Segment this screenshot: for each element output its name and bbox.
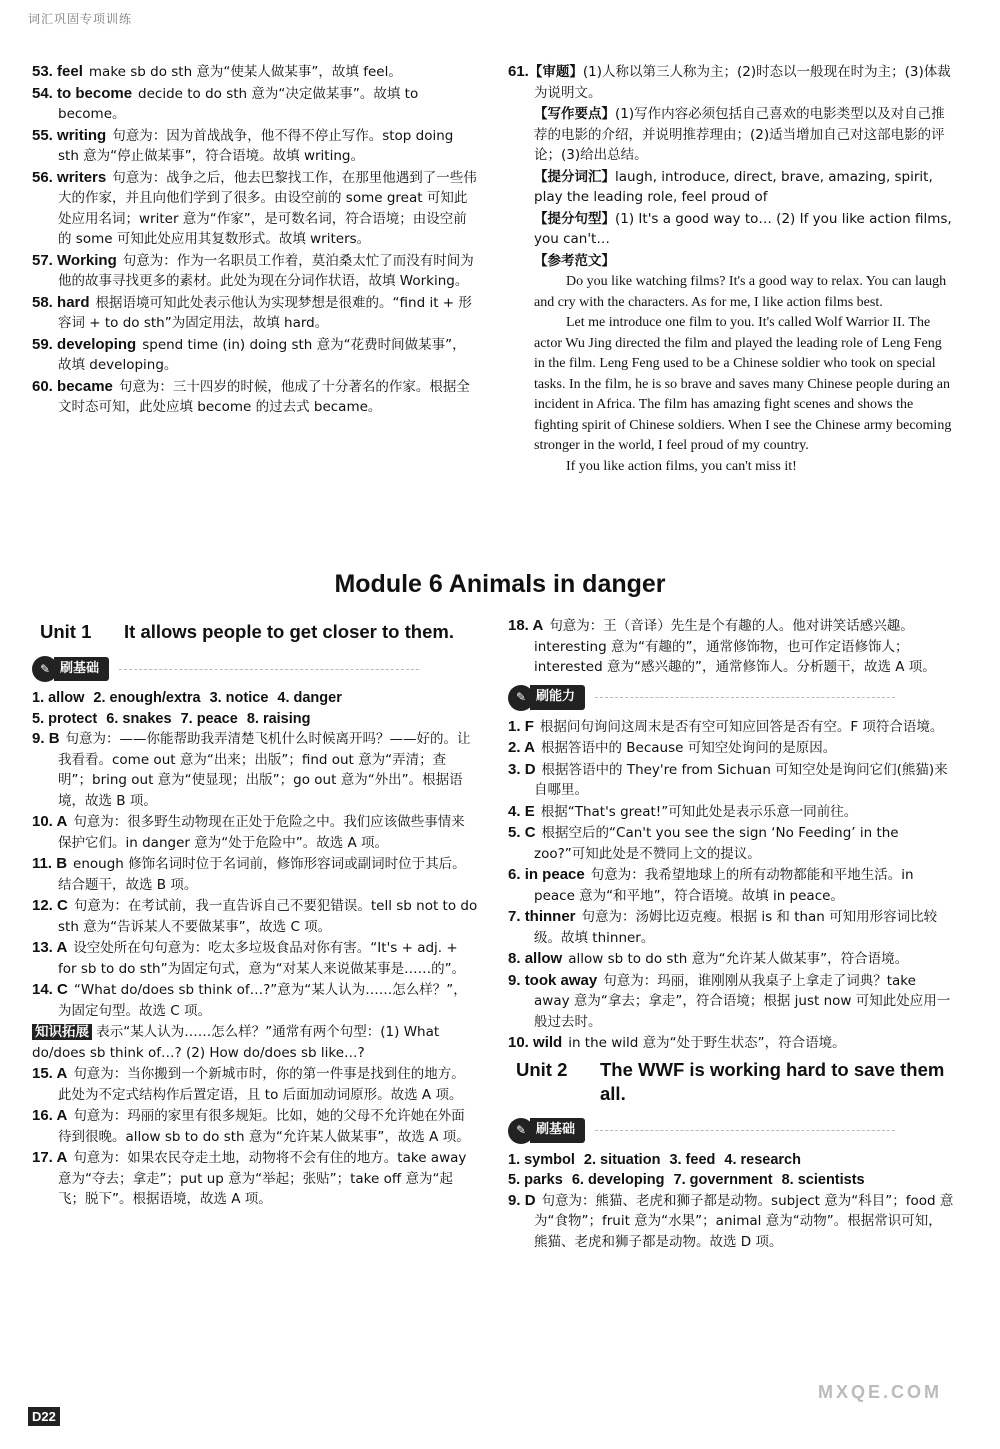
answer-item [32, 84, 478, 125]
item-explanation: in the wild 意为“处于野生状态”，符合语境。 [568, 1035, 846, 1051]
item-answer: feel [57, 63, 83, 80]
item-number: 58. [32, 293, 58, 311]
item-answer: B [48, 730, 60, 747]
essay-paragraph: Let me introduce one film to you. It's called Wolf Warrior II. The actor Wu Jing directed the film and played the leading role of Leng Feng in the film. Leng Feng used to be a Chinese soldier who took on special tasks. In the film, he is so brave and saves many Chinese people during an incident in Africa. The film has amazing fight scenes and shows the fighting spirit of Chinese soldiers. When I see the Chinese army becoming stronger in the world, I feel proud of my country. [534, 315, 952, 453]
item-explanation: 句意为：很多野生动物现在正处于危险之中。我们应该做些事情来保护它们。in danger 意为“处于危险中”。故选 A 项。 [58, 814, 465, 851]
item-explanation: 句意为：汤姆比迈克瘦。根据 is 和 than 可知用形容词比较级。故填 thinner。 [534, 909, 938, 946]
item-answer: C [57, 897, 68, 914]
item-number: 57. [32, 251, 58, 269]
item-answer: to become [57, 84, 133, 102]
answer-item [32, 1148, 478, 1210]
answer-item [32, 377, 478, 418]
item-answer: wild [533, 1034, 563, 1051]
item-explanation: 句意为：王（音译）先生是个有趣的人。他对讲笑话感兴趣。interesting 意为“有趣的”，通常修饰物，也可作定语修饰人；interested 意为“感兴趣的”，通常修饰人。分析题干，故选 A 项。 [534, 618, 936, 675]
basic-badge-label: 刷基础 [54, 657, 109, 682]
item-answer: in peace [524, 866, 585, 883]
unit2-heading [508, 1058, 954, 1106]
vocab-answer: 6. developing [571, 1172, 665, 1188]
answer-item [508, 823, 954, 864]
item-answer: A [56, 1107, 68, 1124]
item-explanation: 根据空后的“Can't you see the sign ‘No Feeding’ in the zoo?”可知此处是不赞同上文的提议。 [534, 825, 899, 862]
vocab-answer: 4. research [724, 1151, 801, 1168]
vocab-answer: 8. scientists [781, 1172, 865, 1188]
item-number: 14. [32, 981, 58, 998]
item-explanation: 根据“That's great!”可知此处是表示乐意一同前往。 [540, 803, 858, 820]
item-explanation: 句意为：玛丽，谁刚刚从我桌子上拿走了词典？take away 意为“拿去；拿走”，符合语境；根据 just now 可知此处应用一般过去时。 [534, 972, 951, 1030]
item-number: 9. [508, 1191, 525, 1209]
unit1-answer-list [32, 729, 478, 1210]
item-answer: B [56, 855, 68, 872]
right-answer-list-b [508, 717, 954, 1054]
answer-item [32, 854, 478, 895]
bottom-right-column [508, 616, 954, 1253]
answer-item [32, 938, 478, 979]
item-explanation: 句意为：三十四岁的时候，他成了十分著名的作家。根据全文时态可知，此处应填 become 的过去式 became。 [58, 378, 470, 415]
vocab-answer: 5. protect [32, 710, 98, 727]
answer-item [32, 1064, 478, 1105]
item-number: 4. [508, 802, 525, 820]
item-answer: writing [57, 126, 107, 144]
writing-guide-item [508, 104, 954, 166]
top-right-column [508, 62, 954, 477]
pen-icon: ✎ [508, 1118, 534, 1144]
answer-item [32, 251, 478, 292]
item-number: 55. [32, 126, 58, 144]
item-number: 60. [32, 377, 58, 395]
answer-item [32, 335, 478, 376]
item-answer: C [57, 981, 68, 998]
vocab-answer: 1. symbol [508, 1151, 575, 1168]
guide-tag: 【提分词汇】 [534, 168, 615, 185]
item-number: 56. [32, 168, 58, 186]
page-number: D22 [28, 1407, 60, 1426]
guide-tag: 【写作要点】 [534, 106, 615, 122]
vocab-row [508, 1170, 954, 1191]
answer-item [32, 126, 478, 167]
item-answer: writers [57, 168, 107, 186]
essay-paragraph: Do you like watching films? It's a good way to relax. You can laugh and cry with the characters. As for me, I like action films best. [534, 274, 947, 310]
unit2-label: Unit 2 [516, 1058, 568, 1080]
answer-item [508, 1033, 954, 1054]
item-explanation: 根据答语中的 Because 可知空处询问的是原因。 [540, 740, 837, 756]
answer-item [508, 717, 954, 738]
unit2-answer-list [508, 1191, 954, 1253]
vocab-answer: 2. enough/extra [93, 690, 201, 706]
guide-tag: 【提分句型】 [534, 210, 615, 227]
writing-guide-item [508, 209, 954, 250]
item-number: 12. [32, 897, 58, 914]
top-left-column [32, 62, 478, 419]
item-explanation: 句意为：熊猫、老虎和狮子都是动物。subject 意为“科目”；food 意为“食物”；fruit 意为“水果”；animal 意为“动物”。根据常识可知，熊猫、老虎和狮子都是动物。故选 D 项。 [534, 1192, 954, 1250]
item-answer: Working [57, 251, 117, 269]
item-number: 11. [32, 855, 57, 872]
ability-badge [508, 685, 895, 711]
answer-item [32, 168, 478, 250]
guide-tag: 【审题】 [528, 64, 583, 80]
knowledge-tag: 知识拓展 [32, 1024, 92, 1040]
item-answer: A [56, 1065, 68, 1082]
ability-badge-label: 刷能力 [530, 685, 585, 710]
item-number: 18. [508, 617, 533, 634]
unit2-title: The WWF is working hard to save them all. [600, 1058, 945, 1104]
item-answer: A [56, 813, 68, 830]
item-number: 6. [508, 866, 525, 883]
answer-item [508, 949, 954, 970]
item-answer: A [524, 739, 535, 756]
writing-guide-item [508, 251, 954, 272]
item-number: 9. [508, 971, 525, 989]
right-answer-list-a [508, 616, 954, 678]
item-answer: A [56, 1149, 68, 1166]
item-answer: A [56, 939, 68, 956]
item-number: 7. [508, 908, 525, 925]
vocab-row [508, 1150, 954, 1171]
unit1-title: It allows people to get closer to them. [124, 621, 454, 642]
item-explanation: spend time (in) doing sth 意为“花费时间做某事”，故填 developing。 [58, 336, 466, 373]
answer-item [508, 802, 954, 823]
item-explanation: enough 修饰名词时位于名词前，修饰形容词或副词时位于其后。结合题干，故选 B 项。 [58, 856, 466, 893]
vocab-answer: 7. government [673, 1172, 773, 1188]
vocab-answer: 5. parks [508, 1172, 563, 1188]
item-explanation: 句意为：玛丽的家里有很多规矩。比如，她的父母不允许她在外面待到很晚。allow sb to do sth 意为“允许某人做某事”，故选 A 项。 [58, 1108, 470, 1145]
answer-item [32, 812, 478, 853]
item-answer: E [524, 802, 535, 820]
item-answer: became [57, 377, 113, 395]
item-number: 17. [32, 1149, 57, 1166]
item-number: 9. [32, 730, 49, 747]
dashed-divider [595, 697, 895, 698]
item-number: 8. [508, 950, 525, 967]
module-title: Module 6 Animals in danger [334, 570, 666, 598]
guide-text: (1)写作内容必须包括自己喜欢的电影类型以及对自己推荐的电影的介绍，并说明推荐理由；(2)适当增加自己对这部电影的评论；(3)给出总结。 [534, 106, 945, 163]
item-number: 13. [32, 939, 57, 956]
item-explanation: 句意为：如果农民夺走土地，动物将不会有住的地方。take away 意为“夺去；拿走”；put up 意为“举起；张贴”；take off 意为“起飞；脱下”。根据语境，故选 A 项。 [58, 1150, 467, 1207]
item-number: 5. [508, 824, 525, 841]
item-number: 1. [508, 717, 525, 735]
item-answer: hard [57, 293, 90, 311]
guide-text: (1)人称以第三人称为主；(2)时态以一般现在时为主；(3)体裁为说明文。 [534, 64, 951, 101]
essay-paragraph: If you like action films, you can't miss it! [566, 458, 797, 474]
item-explanation: 根据语境可知此处表示他认为实现梦想是很难的。“find it + 形容词 + to do sth”为固定用法，故填 hard。 [58, 294, 472, 331]
item-explanation: make sb do sth 意为“使某人做某事”，故填 feel。 [88, 64, 402, 80]
answer-item [508, 907, 954, 948]
pen-icon: ✎ [508, 685, 534, 711]
vocab-answer: 4. danger [277, 690, 342, 706]
basic-badge [32, 656, 419, 682]
item-number: 61. [508, 63, 529, 80]
answer-item [32, 293, 478, 334]
item-explanation: decide to do sth 意为“决定做某事”。故填 to become。 [58, 85, 419, 122]
item-number: 10. [32, 813, 57, 830]
answer-item [32, 896, 478, 937]
item-answer: D [524, 1191, 536, 1209]
item-explanation: 句意为：战争之后，他去巴黎找工作，在那里他遇到了一些伟大的作家，并且向他们学到了很多。由设空前的 some great 可知此处应用名词；writer 意为“作家”，是可数名词，符合语境；由设空前的 some 可知此处应用其复数形式。故填 writers。 [58, 169, 477, 247]
item-explanation: “What do/does sb think of…?”意为“某人认为……怎么样？”，为固定句型。故选 C 项。 [58, 982, 467, 1019]
item-explanation: 根据问句询问这周末是否有空可知应回答是否有空。F 项符合语境。 [539, 718, 944, 735]
item-number: 3. [508, 760, 525, 778]
item-answer: C [524, 824, 536, 841]
item-answer: F [524, 717, 534, 735]
item-explanation: 句意为：我希望地球上的所有动物都能和平地生活。in peace 意为“和平地”，符合语境。故填 in peace。 [534, 867, 914, 904]
answer-item [508, 738, 954, 759]
vocab-row [32, 688, 478, 709]
item-explanation: 句意为：——你能帮助我弄清楚飞机什么时候离开吗？——好的。让我看看。come out 意为“出来；出版”；find out 意为“弄清；查明”；bring out 意为“使显现；出版”；go out 意为“外出”。根据语境，故选 B 项。 [58, 731, 471, 809]
guide-text: laugh, introduce, direct, brave, amazing, spirit, play the leading role, feel proud of [534, 168, 933, 205]
vocab-answer: 3. notice [209, 690, 269, 706]
item-answer: took away [524, 971, 598, 989]
item-explanation: 根据答语中的 They're from Sichuan 可知空处是询问它们(熊猫)来自哪里。 [534, 761, 948, 798]
item-answer: thinner [524, 908, 576, 925]
dashed-divider [119, 669, 419, 670]
answer-item [508, 1191, 954, 1253]
vocab-answer: 6. snakes [106, 710, 172, 727]
item-number: 54. [32, 84, 58, 102]
item-explanation: allow sb to do sth 意为“允许某人做某事”，符合语境。 [568, 951, 909, 967]
answer-item [32, 1022, 478, 1063]
answer-item [508, 616, 954, 678]
running-header: 词汇巩固专项训练 [28, 12, 133, 26]
unit1-label: Unit 1 [40, 621, 92, 642]
vocab-row [32, 709, 478, 730]
writing-guide-item [508, 167, 954, 208]
item-explanation: 表示“某人认为……怎么样？”通常有两个句型：(1) What do/does sb think of…? (2) How do/does sb like…? [32, 1024, 440, 1061]
guide-text: (1) It's a good way to… (2) If you like action films, you can't… [534, 210, 952, 247]
dashed-divider [595, 1130, 895, 1131]
item-explanation: 句意为：在考试前，我一直告诉自己不要犯错误。tell sb not to do sth 意为“告诉某人不要做某事”，故选 C 项。 [58, 898, 478, 935]
answer-item [32, 980, 478, 1021]
item-explanation: 设空处所在句句意为：吃太多垃圾食品对你有害。“It's + adj. + for sb to do sth”为固定句式，意为“对某人来说做某事是……的”。 [58, 940, 466, 977]
answer-item [32, 1106, 478, 1147]
vocab-answer: 3. feed [669, 1151, 716, 1168]
vocab-answer: 2. situation [583, 1151, 661, 1168]
answer-item [32, 729, 478, 811]
guide-tag: 【参考范文】 [534, 252, 615, 269]
item-number: 10. [508, 1034, 534, 1051]
pen-icon: ✎ [32, 656, 58, 682]
item-answer: D [524, 760, 536, 778]
item-number: 53. [32, 63, 58, 80]
vocab-answer: 1. allow [32, 690, 85, 706]
item-answer: allow [524, 950, 563, 967]
item-answer: developing [57, 335, 137, 353]
answer-item [508, 971, 954, 1033]
unit2-vocab-rows [508, 1150, 954, 1191]
vocab-answer: 8. raising [246, 710, 311, 727]
item-number: 59. [32, 335, 58, 353]
unit1-vocab-rows [32, 688, 478, 729]
answer-item [508, 865, 954, 906]
basic-badge-label: 刷基础 [530, 1118, 585, 1143]
basic-badge-2 [508, 1118, 895, 1144]
item-explanation: 句意为：当你搬到一个新城市时，你的第一件事是找到住的地方。此处为不定式结构作后置定语，且 to 后面加动词原形。故选 A 项。 [58, 1066, 465, 1103]
answer-item [32, 62, 478, 83]
bottom-left-column [32, 616, 478, 1211]
item-number: 15. [32, 1065, 57, 1082]
watermark-logo: MXQE.COM [818, 1382, 943, 1402]
writing-guide-item [508, 62, 954, 103]
item-number: 2. [508, 739, 525, 756]
vocab-answer: 7. peace [180, 710, 238, 727]
item-explanation: 句意为：作为一名职员工作着，莫泊桑太忙了而没有时间为他的故事寻找更多的素材。此处为现在分词作状语，故填 Working。 [58, 252, 474, 289]
unit1-heading [32, 620, 478, 644]
item-answer: A [532, 617, 544, 634]
item-number: 16. [32, 1107, 57, 1124]
item-explanation: 句意为：因为首战战争，他不得不停止写作。stop doing sth 意为“停止做某事”，符合语境。故填 writing。 [58, 127, 454, 164]
answer-item [508, 760, 954, 801]
